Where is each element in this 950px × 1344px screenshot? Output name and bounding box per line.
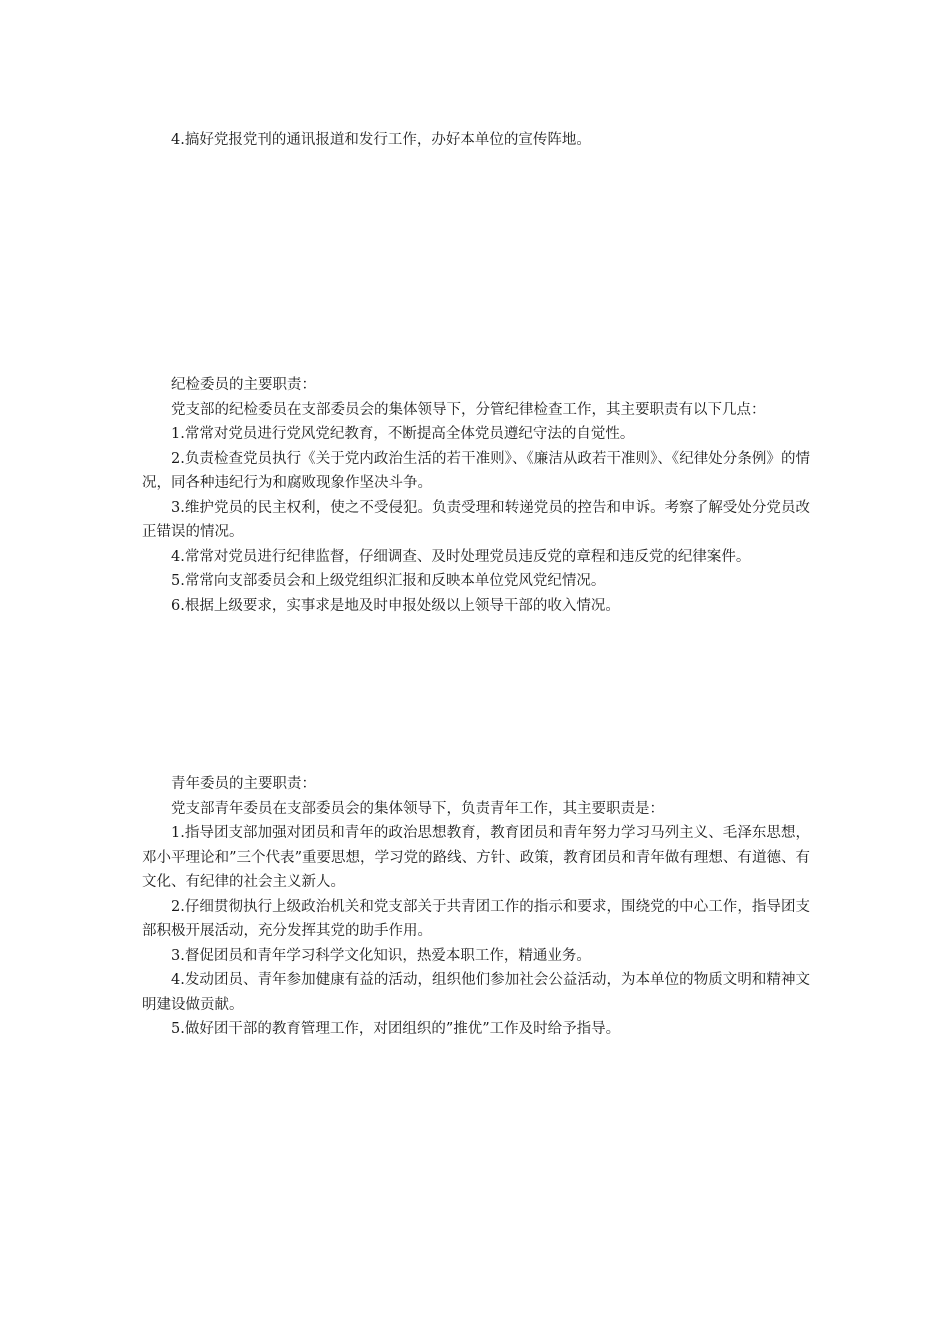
- paragraph-item: 2.仔细贯彻执行上级政治机关和党支部关于共青团工作的指示和要求，围绕党的中心工作，指导团支部积极开展活动，充分发挥其党的助手作用。: [142, 898, 810, 939]
- discipline-committee-section: [142, 373, 810, 618]
- paragraph-item: 1.常常对党员进行党风党纪教育，不断提高全体党员遵纪守法的自觉性。: [171, 426, 635, 442]
- paragraph-item: 4.常常对党员进行纪律监督，仔细调查、及时处理党员违反党的章程和违反党的纪律案件。: [171, 548, 751, 565]
- paragraph-item: 4.发动团员、青年参加健康有益的活动，组织他们参加社会公益活动，为本单位的物质文明和精神文明建设做贡献。: [142, 972, 810, 1013]
- paragraph-item: 3.维护党员的民主权利，使之不受侵犯。负责受理和转递党员的控告和申诉。考察了解受处分党员改正错误的情况。: [142, 499, 810, 540]
- paragraph-item: 4.搞好党报党刊的通讯报道和发行工作，办好本单位的宣传阵地。: [171, 132, 591, 148]
- paragraph-item: 3.督促团员和青年学习科学文化知识，热爱本职工作，精通业务。: [171, 947, 591, 964]
- youth-committee-section: [142, 772, 810, 1042]
- paragraph-item: 6.根据上级要求，实事求是地及时申报处级以上领导干部的收入情况。: [171, 597, 620, 614]
- paragraph-item: 5.常常向支部委员会和上级党组织汇报和反映本单位党风党纪情况。: [171, 573, 606, 589]
- propaganda-duties-tail: [142, 128, 810, 153]
- section-heading: 青年委员的主要职责：: [171, 776, 316, 792]
- section-intro: 党支部青年委员在支部委员会的集体领导下，负责青年工作，其主要职责是：: [171, 800, 664, 817]
- paragraph-item: 5.做好团干部的教育管理工作，对团组织的”推优”工作及时给予指导。: [171, 1021, 621, 1037]
- paragraph-item: 1.指导团支部加强对团员和青年的政治思想教育，教育团员和青年努力学习马列主义、毛泽东思想，邓小平理论和”三个代表”重要思想，学习党的路线、方针、政策，教育团员和青年做有理想、有道德、有文化、有纪律的社会主义新人。: [142, 825, 810, 890]
- section-intro: 党支部的纪检委员在支部委员会的集体领导下，分管纪律检查工作，其主要职责有以下几点：: [171, 401, 766, 418]
- paragraph-item: 2.负责检查党员执行《关于党内政治生活的若干准则》、《廉洁从政若干准则》、《纪律处分条例》的情况，同各种违纪行为和腐败现象作坚决斗争。: [142, 450, 810, 491]
- section-heading: 纪检委员的主要职责：: [171, 377, 316, 393]
